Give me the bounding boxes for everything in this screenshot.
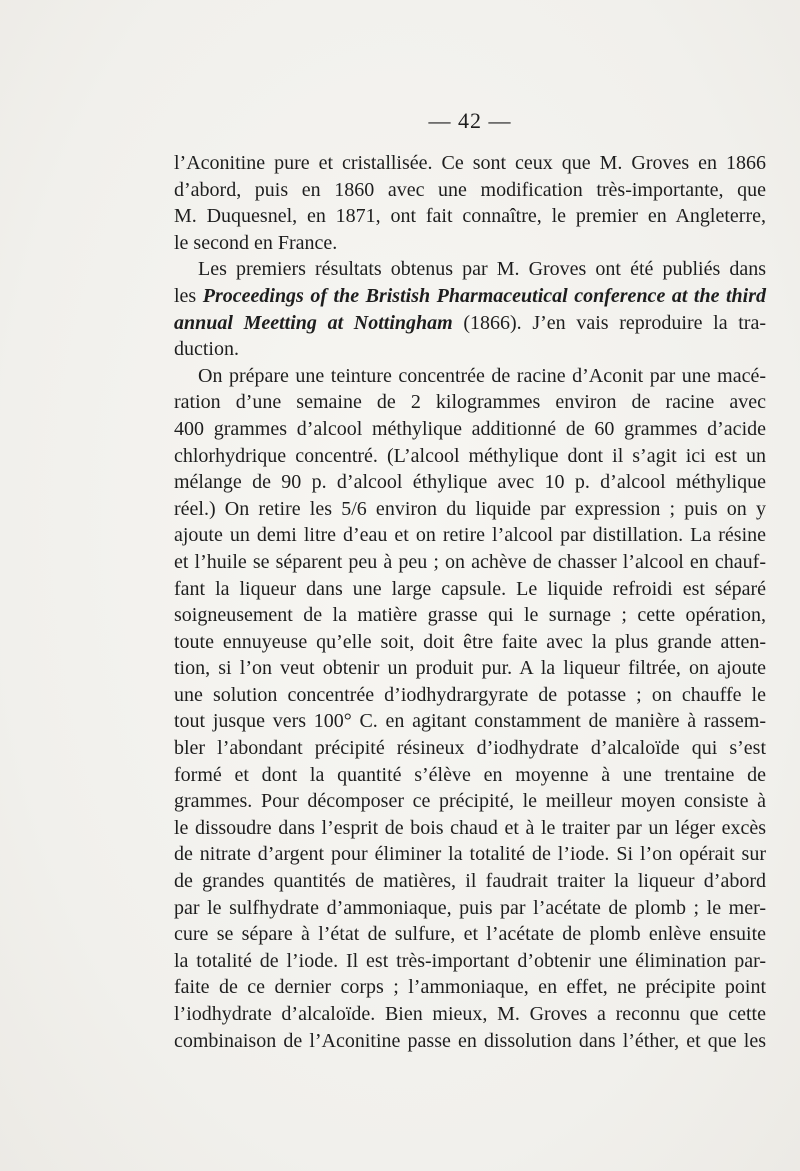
- text-line: tout jusque vers 100° C. en agitant constamment de manière à rassem-: [174, 710, 766, 733]
- text-line-mixed: [174, 283, 766, 310]
- text-line: formé et dont la quantité s’élève en moyenne à une trentaine de: [174, 763, 766, 786]
- text-line: ajoute un demi litre d’eau et on retire l’alcool par distillation. La résine: [174, 524, 766, 547]
- italic-title: annual Meetting at Nottingham: [174, 311, 453, 334]
- text-line: réel.) On retire les 5/6 environ du liquide par expression ; puis on y: [174, 497, 766, 520]
- text-line: bler l’abondant précipité résineux d’iodhydrate d’alcaloïde qui s’est: [174, 737, 766, 760]
- text-line-mixed: [174, 310, 766, 337]
- text-line: par le sulfhydrate d’ammoniaque, puis par l’acétate de plomb ; le mer-: [174, 896, 766, 919]
- page-number: — 42 —: [428, 108, 512, 133]
- text-line: l’Aconitine pure et cristallisée. Ce sont ceux que M. Groves en 1866: [174, 152, 766, 174]
- text-line: l’iodhydrate d’alcaloïde. Bien mieux, M. Groves a reconnu que cette: [174, 1003, 766, 1025]
- text-line: fant la liqueur dans une large capsule. Le liquide refroidi est séparé: [174, 577, 766, 600]
- text-line: duction.: [174, 338, 239, 361]
- body-text: [174, 150, 766, 1054]
- text-line: et l’huile se séparent peu à peu ; on achève de chasser l’alcool en chauf-: [174, 550, 766, 573]
- text-line: M. Duquesnel, en 1871, ont fait connaître, le premier en Angleterre,: [174, 205, 766, 228]
- text-line: toute ennuyeuse qu’elle soit, doit être faite avec la plus grande atten-: [174, 630, 766, 653]
- text-line: grammes. Pour décomposer ce précipité, le meilleur moyen consiste à: [174, 790, 766, 813]
- text-fragment: (1866). J’en vais reproduire la tra-: [452, 311, 766, 334]
- text-line: soigneusement de la matière grasse qui le surnage ; cette opération,: [174, 604, 766, 627]
- text-line: On prépare une teinture concentrée de racine d’Aconit par une macé-: [198, 364, 766, 387]
- text-line: mélange de 90 p. d’alcool éthylique avec 10 p. d’alcool méthylique: [174, 471, 766, 494]
- text-line: d’abord, puis en 1860 avec une modification très-importante, que: [174, 178, 766, 201]
- text-line: combinaison de l’Aconitine passe en dissolution dans l’éther, et que les: [174, 1029, 766, 1052]
- text-line: 400 grammes d’alcool méthylique additionné de 60 grammes d’acide: [174, 417, 766, 440]
- text-line: chlorhydrique concentré. (L’alcool méthylique dont il s’agit ici est un: [174, 444, 766, 467]
- text-line: cure se sépare à l’état de sulfure, et l’acétate de plomb enlève ensuite: [174, 923, 766, 946]
- text-line: Les premiers résultats obtenus par M. Groves ont été publiés dans: [198, 258, 766, 281]
- text-line: de nitrate d’argent pour éliminer la totalité de l’iode. Si l’on opérait sur: [174, 843, 766, 866]
- text-line: le second en France.: [174, 231, 338, 254]
- text-line: la totalité de l’iode. Il est très-important d’obtenir une élimination par-: [174, 949, 766, 972]
- text-line: une solution concentrée d’iodhydrargyrate de potasse ; on chauffe le: [174, 683, 766, 706]
- text-line: faite de ce dernier corps ; l’ammoniaque, en effet, ne précipite point: [174, 976, 766, 999]
- text-line: tion, si l’on veut obtenir un produit pur. A la liqueur filtrée, on ajoute: [174, 657, 766, 680]
- text-fragment: les: [174, 284, 203, 307]
- italic-title: Proceedings of the Bristish Pharmaceutical conference at the third: [202, 284, 767, 307]
- text-line: le dissoudre dans l’esprit de bois chaud et à le traiter par un léger excès: [174, 816, 766, 839]
- text-line: de grandes quantités de matières, il faudrait traiter la liqueur d’abord: [174, 870, 766, 893]
- text-line: ration d’une semaine de 2 kilogrammes environ de racine avec: [174, 391, 766, 414]
